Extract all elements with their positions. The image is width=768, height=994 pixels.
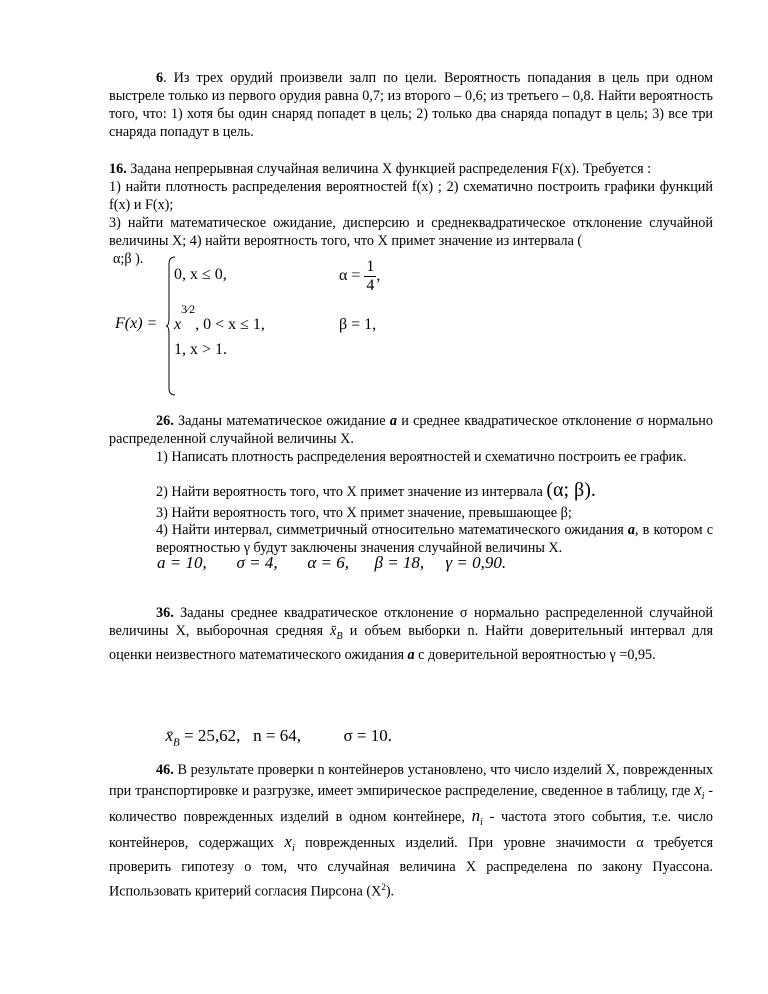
- problem-46-xi: x: [694, 780, 702, 800]
- problem-6: [109, 69, 713, 141]
- problem-16-line4: α;β ).: [113, 251, 144, 268]
- alpha-numerator: 1: [366, 258, 375, 275]
- problem-26-item4-a: 4) Найти интервал, симметричный относительно математического ожидания: [156, 522, 628, 538]
- alpha-denominator: 4: [366, 277, 375, 294]
- case-1: 0, x ≤ 0,: [174, 266, 227, 283]
- alpha-tail: ,: [376, 267, 381, 285]
- problem-26-values: a = 10, σ = 4, α = 6, β = 18, γ = 0,90.: [157, 553, 507, 572]
- problem-26-number: 26.: [156, 413, 174, 429]
- problem-6-number: 6: [156, 70, 164, 86]
- formula-lhs: [115, 315, 157, 333]
- case-2-rest: , 0 < x ≤ 1,: [195, 316, 265, 333]
- problem-36-values-xb: x̄: [165, 726, 174, 745]
- problem-26-intro-b: и среднее квадратическое отклонение σ нормально распределенной случайной величины X.: [109, 413, 713, 448]
- case-2: [174, 302, 265, 334]
- problem-36-xb: x̄: [330, 623, 337, 640]
- problem-36-values: [157, 706, 392, 748]
- problem-46-text-b: - количество поврежденных изделий в одном контейнере,: [109, 783, 713, 826]
- problem-26-item2: [156, 481, 713, 501]
- problem-26-item2-math: (α; β).: [546, 479, 596, 501]
- problem-16-line2: 1) найти плотность распределения вероятностей f(x) ; 2) схематично построить графики функций f(x) и F(x);: [109, 179, 713, 214]
- problem-6-text: . Из трех орудий произвели залп по цели. Вероятность попадания в цель при одном выстреле только из первого орудия равна 0,7; из второго – 0,6; из третьего – 0,8. Найти вероятность того, что: 1) хотя бы один снаряд попадет в цель; 2) только два снаряда попадут в цель; 3) все три снаряда попадут в цель.: [109, 70, 713, 141]
- problem-26-item4-c: , в котором с вероятностью γ будут заключены значения случайной величины X.: [156, 522, 713, 557]
- alpha-def: [339, 258, 380, 295]
- problem-46-text-c: - частота этого события, т.е. число контейнеров, содержащих: [109, 809, 713, 852]
- problem-46-xi-sub: i: [701, 791, 705, 803]
- problem-36-a: a: [407, 647, 415, 664]
- formula-lhs-text: F(x) =: [115, 315, 158, 332]
- problem-46-text-a: В результате проверки n контейнеров установлено, что число изделий X, поврежденных при транспортировке и разгрузке, имеет эмпирическое распределение, сведенное в таблицу, где: [109, 762, 713, 800]
- problem-16-number: 16.: [109, 161, 127, 177]
- problem-36-number: 36.: [156, 605, 174, 621]
- case-3: 1, x > 1.: [174, 341, 228, 358]
- problem-16-line1: Задана непрерывная случайная величина X функцией распределения F(x). Требуется :: [126, 161, 652, 177]
- case-2-exponent: 3⁄2: [181, 302, 196, 316]
- problem-36-text-c: с доверительной вероятностью γ =0,95.: [414, 647, 656, 664]
- problem-26-item2-text: 2) Найти вероятность того, что X примет значение из интервала: [156, 484, 543, 500]
- problem-16-line3: 3) найти математическое ожидание, дисперсию и среднеквадратическое отклонение случайной величины X; 4) найти вероятность того, что X примет значение из интервала (: [109, 215, 713, 250]
- alpha-fraction: [364, 258, 376, 295]
- beta-def: β = 1,: [339, 316, 377, 333]
- problem-36-text-a: Заданы среднее квадратическое отклонение σ нормально распределенной случайной величины X, выборочная средняя: [109, 605, 713, 640]
- problem-16: [109, 160, 713, 269]
- problem-36-values-sub: B: [173, 736, 180, 749]
- problem-26-item4-b: a: [627, 522, 636, 538]
- problem-46-text-e: ).: [385, 883, 395, 900]
- problem-26: [109, 412, 713, 448]
- problem-26-item1: 1) Написать плотность распределения вероятностей и схематично построить ее график.: [156, 449, 687, 465]
- problem-36-xb-sub: B: [336, 630, 343, 642]
- problem-46-xi2: x: [284, 832, 292, 852]
- problem-36-text-b: и объем выборки n. Найти доверительный интервал для оценки неизвестного математического ожидания: [109, 623, 713, 664]
- problem-26-intro-a: Заданы математическое ожидание: [173, 413, 390, 429]
- problem-26-item4: [156, 521, 713, 557]
- problem-46-text-d: поврежденных изделий. При уровне значимости α требуется проверить гипотезу о том, что случайная величина X распределена по закону Пуассона. Использовать критерий согласия Пирсона (X: [109, 835, 713, 900]
- problem-26-a: a: [389, 413, 397, 429]
- problem-46-number: 46.: [156, 762, 174, 778]
- problem-46-ni-sub: i: [480, 817, 483, 829]
- problem-36: [109, 604, 713, 664]
- case-2-base: x: [174, 316, 182, 333]
- problem-46: [109, 761, 713, 901]
- problem-46-xi2-sub: i: [291, 843, 295, 855]
- alpha-lhs: α =: [339, 267, 361, 285]
- problem-36-values-rest: = 25,62, n = 64, σ = 10.: [179, 726, 392, 745]
- problem-46-ni: n: [471, 806, 481, 826]
- problem-46-sup: 2: [381, 881, 386, 892]
- problem-26-item3: 3) Найти вероятность того, что X примет значение, превышающее β;: [156, 505, 572, 521]
